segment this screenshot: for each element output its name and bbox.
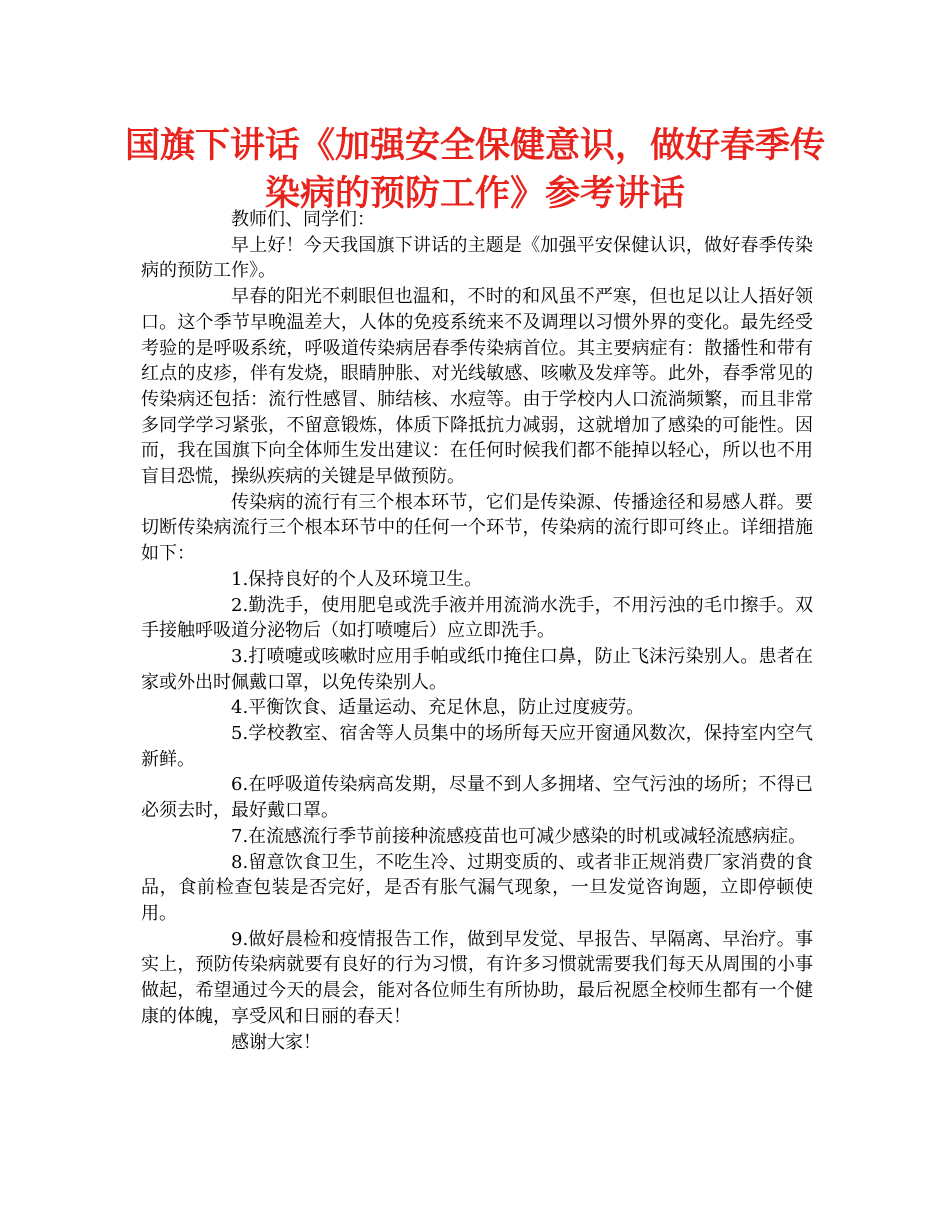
list-item-9: 9.做好晨检和疫情报告工作，做到早发觉、早报告、早隔离、早治疗。事实上，预防传染病就要有良好的行为习惯，有许多习惯就需要我们每天从周围的小事做起，希望通过今天的晨会，能对各位师生有所协助，最后祝愿全校师生都有一个健康的体魄，享受风和日丽的春天！: [141, 928, 813, 1027]
list-item-4: 4.平衡饮食、适量运动、充足休息，防止过度疲劳。: [231, 697, 645, 719]
document-body: [141, 207, 813, 1055]
paragraph-opening: 早上好！今天我国旗下讲话的主题是《加强平安保健认识，做好春季传染病的预防工作》。: [141, 234, 813, 282]
list-item-3: 3.打喷嚏或咳嗽时应用手帕或纸巾掩住口鼻，防止飞沫污染别人。患者在家或外出时佩戴口罩，以免传染别人。: [141, 645, 813, 693]
paragraph-greeting: 教师们、同学们：: [231, 209, 375, 230]
paragraph-transmission: 传染病的流行有三个根本环节，它们是传染源、传播途径和易感人群。要切断传染病流行三个根本环节中的任何一个环节，传染病的流行即可终止。详细措施如下：: [141, 491, 813, 565]
list-item-2: 2.勤洗手，使用肥皂或洗手液并用流淌水洗手，不用污浊的毛巾擦手。双手接触呼吸道分泌物后（如打喷嚏后）应立即洗手。: [141, 594, 813, 642]
paragraph-closing: 感谢大家！: [231, 1031, 321, 1053]
list-item-5: 5.学校教室、宿舍等人员集中的场所每天应开窗通风数次，保持室内空气新鲜。: [141, 723, 813, 770]
list-item-7: 7.在流感流行季节前接种流感疫苗也可减少感染的时机或减轻流感病症。: [231, 825, 807, 847]
document-title: 国旗下讲话《加强安全保健意识，做好春季传染病的预防工作》参考讲话: [124, 126, 825, 214]
list-item-6: 6.在呼吸道传染病高发期，尽量不到人多拥堵、空气污浊的场所；不得已必须去时，最好戴口罩。: [141, 774, 813, 822]
paragraph-spring-background: 早春的阳光不刺眼但也温和，不时的和风虽不严寒，但也足以让人捂好领口。这个季节早晚温差大，人体的免疫系统来不及调理以习惯外界的变化。最先经受考验的是呼吸系统，呼吸道传染病居春季传染病首位。其主要病症有：散播性和带有红点的皮疹，伴有发烧，眼睛肿胀、对光线敏感、咳嗽及发痒等。此外，春季常见的传染病还包括：流行性感冒、肺结核、水痘等。由于学校内人口流淌频繁，而且非常多同学学习紧张，不留意锻炼，体质下降抵抗力减弱，这就增加了感染的可能性。因而，我在国旗下向全体师生发出建议：在任何时候我们都不能掉以轻心，所以也不用盲目恐慌，操纵疾病的关键是早做预防。: [141, 286, 813, 488]
list-item-8: 8.留意饮食卫生，不吃生冷、过期变质的、或者非正规消费厂家消费的食品，食前检查包装是否完好，是否有胀气漏气现象，一旦发觉咨询题，立即停顿使用。: [141, 851, 813, 924]
list-item-1: 1.保持良好的个人及环境卫生。: [231, 568, 483, 590]
